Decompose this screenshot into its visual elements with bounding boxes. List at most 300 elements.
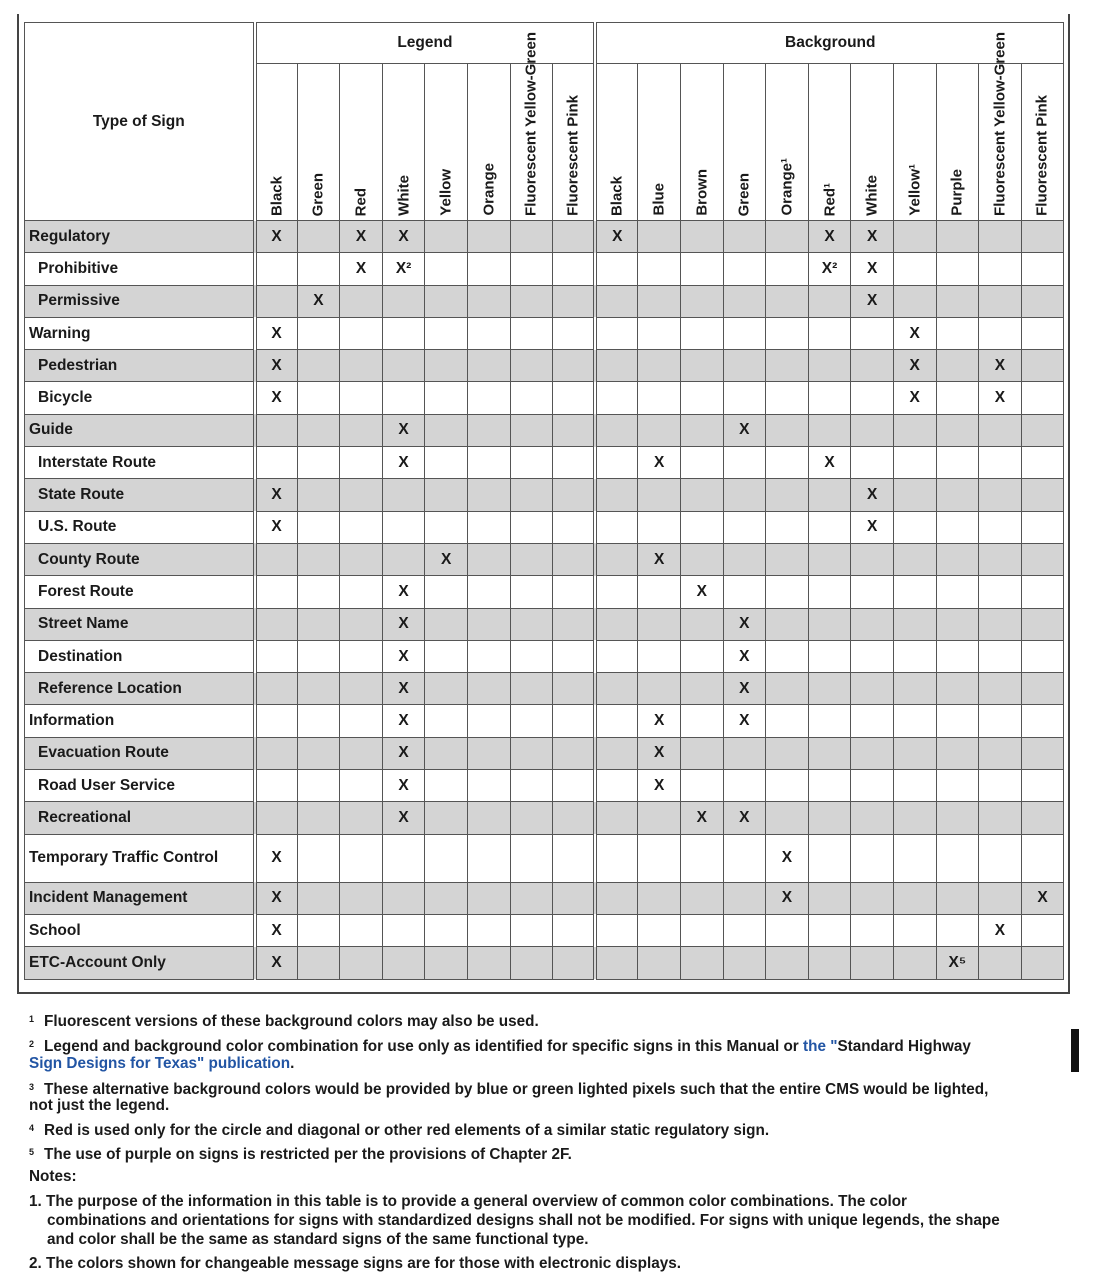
color-cell xyxy=(1021,705,1064,737)
color-cell xyxy=(510,576,553,608)
color-cell: X xyxy=(340,253,383,285)
color-cell xyxy=(766,673,809,705)
color-cell xyxy=(553,285,596,317)
color-cell xyxy=(723,317,766,349)
color-cell xyxy=(340,511,383,543)
note-1-line1: 1. The purpose of the information in this table is to provide a general overview of common color combinations. The color xyxy=(29,1193,907,1210)
color-cell xyxy=(382,543,425,575)
color-cell xyxy=(936,737,979,769)
color-cell xyxy=(467,802,510,834)
color-cell: X xyxy=(382,705,425,737)
color-cell xyxy=(510,511,553,543)
color-cell xyxy=(893,511,936,543)
color-cell xyxy=(851,576,894,608)
color-cell xyxy=(766,802,809,834)
color-cell xyxy=(936,673,979,705)
table-row xyxy=(25,705,1064,737)
color-cell xyxy=(893,947,936,979)
color-cell xyxy=(510,914,553,946)
color-cell: X xyxy=(382,608,425,640)
sign-type-cell: School xyxy=(25,914,255,946)
color-cell: X xyxy=(723,673,766,705)
color-cell xyxy=(893,608,936,640)
table-row xyxy=(25,382,1064,414)
color-cell xyxy=(766,543,809,575)
color-cell xyxy=(979,834,1022,882)
background-column-header xyxy=(808,64,851,221)
color-cell xyxy=(595,802,638,834)
color-cell xyxy=(340,317,383,349)
table-row xyxy=(25,834,1064,882)
color-cell: X xyxy=(979,350,1022,382)
color-cell xyxy=(510,834,553,882)
color-cell: X xyxy=(382,770,425,802)
color-cell xyxy=(382,285,425,317)
color-cell xyxy=(1021,576,1064,608)
color-cell xyxy=(638,834,681,882)
color-cell xyxy=(936,447,979,479)
color-cell xyxy=(936,608,979,640)
color-cell: X⁵ xyxy=(936,947,979,979)
color-cell xyxy=(297,802,340,834)
color-cell xyxy=(382,350,425,382)
color-cell xyxy=(680,447,723,479)
color-cell xyxy=(1021,770,1064,802)
color-cell xyxy=(936,382,979,414)
color-cell xyxy=(808,350,851,382)
background-column-label: Orange¹ xyxy=(778,158,796,216)
color-cell: X xyxy=(255,221,298,253)
color-cell xyxy=(595,947,638,979)
color-cell xyxy=(766,447,809,479)
sign-designs-link[interactable]: Sign Designs for Texas" publication xyxy=(29,1055,291,1072)
background-column-header xyxy=(979,32,1022,221)
color-cell: X xyxy=(382,737,425,769)
color-cell xyxy=(553,770,596,802)
color-cell xyxy=(766,479,809,511)
color-cell xyxy=(808,479,851,511)
color-cell xyxy=(255,673,298,705)
change-bar xyxy=(1071,1029,1079,1072)
color-cell xyxy=(766,382,809,414)
color-cell xyxy=(340,479,383,511)
color-cell xyxy=(979,414,1022,446)
table-row xyxy=(25,511,1064,543)
color-cell xyxy=(255,543,298,575)
color-cell xyxy=(553,640,596,672)
footnote-3: $^3$ These alternative background colors would be provided by blue or green lighted pixels such that the entire CMS would be lighted, xyxy=(29,1081,989,1098)
color-cell xyxy=(936,253,979,285)
color-cell xyxy=(467,317,510,349)
color-cell xyxy=(1021,414,1064,446)
table-row xyxy=(25,770,1064,802)
color-cell xyxy=(467,770,510,802)
color-cell xyxy=(340,802,383,834)
color-cell: X xyxy=(595,221,638,253)
color-cell xyxy=(340,947,383,979)
color-cell xyxy=(297,834,340,882)
note-1-line3: and color shall be the same as standard signs of the same functional type. xyxy=(47,1231,589,1248)
color-cell xyxy=(766,770,809,802)
color-cell xyxy=(936,770,979,802)
color-cell xyxy=(553,608,596,640)
legend-column-header xyxy=(467,64,510,221)
color-cell xyxy=(553,414,596,446)
color-cell xyxy=(723,253,766,285)
color-cell xyxy=(723,511,766,543)
color-cell xyxy=(340,640,383,672)
color-cell xyxy=(893,770,936,802)
color-cell xyxy=(382,317,425,349)
color-cell xyxy=(425,350,468,382)
color-cell xyxy=(467,253,510,285)
color-cell xyxy=(467,914,510,946)
color-cell xyxy=(425,382,468,414)
color-cell xyxy=(638,914,681,946)
color-cell xyxy=(979,608,1022,640)
color-cell xyxy=(893,576,936,608)
color-cell xyxy=(510,317,553,349)
color-cell: X xyxy=(638,447,681,479)
color-cell: X xyxy=(255,479,298,511)
color-cell xyxy=(979,882,1022,914)
color-cell xyxy=(638,511,681,543)
color-cell xyxy=(851,673,894,705)
color-cell xyxy=(510,882,553,914)
color-cell xyxy=(766,737,809,769)
table-row xyxy=(25,414,1064,446)
legend-column-header xyxy=(425,64,468,221)
legend-column-header xyxy=(340,64,383,221)
color-cell xyxy=(425,640,468,672)
sign-type-cell: Permissive xyxy=(25,285,255,317)
color-cell xyxy=(425,511,468,543)
color-cell xyxy=(680,285,723,317)
color-cell xyxy=(979,285,1022,317)
color-cell xyxy=(723,737,766,769)
color-cell xyxy=(467,608,510,640)
color-cell xyxy=(510,350,553,382)
background-column-label: Purple xyxy=(948,169,966,216)
color-cell xyxy=(595,447,638,479)
color-cell xyxy=(425,253,468,285)
color-cell xyxy=(425,447,468,479)
color-cell xyxy=(851,914,894,946)
color-cell xyxy=(553,350,596,382)
color-cell xyxy=(936,576,979,608)
color-cell xyxy=(680,770,723,802)
color-cell xyxy=(553,673,596,705)
color-cell xyxy=(510,802,553,834)
color-cell: X xyxy=(723,414,766,446)
legend-column-label: Yellow xyxy=(437,169,455,216)
color-cell xyxy=(893,882,936,914)
color-cell xyxy=(340,576,383,608)
color-cell xyxy=(510,947,553,979)
color-cell xyxy=(1021,285,1064,317)
legend-header: Legend xyxy=(255,23,596,64)
color-cell xyxy=(766,640,809,672)
color-cell xyxy=(979,770,1022,802)
color-cell xyxy=(979,479,1022,511)
color-cell: X xyxy=(425,543,468,575)
sign-type-cell: Destination xyxy=(25,640,255,672)
background-column-header xyxy=(766,64,809,221)
sign-type-cell: Regulatory xyxy=(25,221,255,253)
color-cell: X xyxy=(255,350,298,382)
color-cell: X xyxy=(723,608,766,640)
color-cell xyxy=(979,737,1022,769)
color-cell xyxy=(382,382,425,414)
color-cell xyxy=(340,608,383,640)
color-cell xyxy=(297,705,340,737)
color-cell xyxy=(766,221,809,253)
color-cell xyxy=(297,914,340,946)
color-cell xyxy=(723,882,766,914)
color-cell xyxy=(425,673,468,705)
color-cell xyxy=(766,350,809,382)
color-cell xyxy=(425,914,468,946)
color-cell xyxy=(297,317,340,349)
color-cell: X xyxy=(255,511,298,543)
color-cell xyxy=(638,802,681,834)
color-cell xyxy=(723,770,766,802)
color-cell xyxy=(595,640,638,672)
table-row xyxy=(25,285,1064,317)
color-cell xyxy=(553,737,596,769)
color-cell: X xyxy=(638,705,681,737)
color-cell xyxy=(766,705,809,737)
color-cell xyxy=(595,770,638,802)
sign-type-cell: ETC-Account Only xyxy=(25,947,255,979)
color-cell xyxy=(425,317,468,349)
color-cell xyxy=(851,802,894,834)
color-cell xyxy=(638,947,681,979)
color-cell xyxy=(638,882,681,914)
color-cell xyxy=(340,737,383,769)
color-cell xyxy=(1021,253,1064,285)
color-cell: X xyxy=(808,447,851,479)
table-row xyxy=(25,576,1064,608)
color-cell xyxy=(510,285,553,317)
color-cell xyxy=(1021,382,1064,414)
color-cell: X xyxy=(255,834,298,882)
color-cell xyxy=(893,479,936,511)
color-cell xyxy=(595,543,638,575)
color-cell xyxy=(467,737,510,769)
color-cell xyxy=(297,543,340,575)
color-cell xyxy=(808,705,851,737)
color-cell xyxy=(467,285,510,317)
legend-column-header xyxy=(255,64,298,221)
color-cell xyxy=(893,640,936,672)
table-row xyxy=(25,221,1064,253)
color-cell xyxy=(297,770,340,802)
color-cell xyxy=(766,576,809,608)
color-cell: X xyxy=(766,834,809,882)
color-cell xyxy=(595,511,638,543)
color-cell xyxy=(808,511,851,543)
legend-column-label: Orange xyxy=(480,163,498,216)
color-cell xyxy=(638,414,681,446)
color-cell xyxy=(255,802,298,834)
background-header: Background xyxy=(595,23,1064,64)
color-cell xyxy=(680,253,723,285)
type-of-sign-header: Type of Sign xyxy=(25,23,255,221)
color-cell xyxy=(297,673,340,705)
color-cell xyxy=(808,640,851,672)
color-cell xyxy=(893,705,936,737)
footnote-2-cont: Sign Designs for Texas" publication. xyxy=(29,1055,295,1072)
color-cell xyxy=(680,737,723,769)
color-cell xyxy=(851,834,894,882)
color-cell xyxy=(893,802,936,834)
color-cell xyxy=(808,882,851,914)
table-row xyxy=(25,882,1064,914)
color-cell xyxy=(340,447,383,479)
color-cell xyxy=(851,447,894,479)
color-cell xyxy=(467,382,510,414)
background-column-label: Blue xyxy=(650,183,668,216)
color-cell xyxy=(425,947,468,979)
color-cell xyxy=(553,511,596,543)
table-row xyxy=(25,317,1064,349)
background-column-label: Green xyxy=(735,172,753,216)
color-cell: X xyxy=(382,414,425,446)
color-cell xyxy=(808,382,851,414)
color-cell xyxy=(467,511,510,543)
table-row xyxy=(25,253,1064,285)
color-cell: X xyxy=(723,705,766,737)
color-cell xyxy=(851,705,894,737)
color-cell xyxy=(723,382,766,414)
color-cell xyxy=(255,608,298,640)
color-cell xyxy=(425,608,468,640)
color-cell xyxy=(936,640,979,672)
color-cell xyxy=(510,382,553,414)
color-cell xyxy=(595,350,638,382)
table-row xyxy=(25,914,1064,946)
color-cell xyxy=(510,705,553,737)
color-cell xyxy=(680,673,723,705)
color-cell xyxy=(382,914,425,946)
color-cell xyxy=(851,737,894,769)
color-cell xyxy=(297,447,340,479)
color-cell xyxy=(553,947,596,979)
sign-type-cell: Bicycle xyxy=(25,382,255,414)
color-cell xyxy=(808,914,851,946)
color-cell xyxy=(595,253,638,285)
color-cell xyxy=(936,511,979,543)
color-cell xyxy=(467,576,510,608)
sign-type-cell: Interstate Route xyxy=(25,447,255,479)
legend-column-label: Fluorescent Yellow-Green xyxy=(522,32,540,216)
color-cell xyxy=(638,640,681,672)
color-cell xyxy=(893,737,936,769)
color-cell xyxy=(979,802,1022,834)
color-cell: X xyxy=(382,640,425,672)
color-cell xyxy=(382,511,425,543)
color-cell xyxy=(1021,221,1064,253)
color-cell xyxy=(979,543,1022,575)
color-cell xyxy=(595,673,638,705)
sign-type-cell: Prohibitive xyxy=(25,253,255,285)
background-column-header xyxy=(851,64,894,221)
color-cell: X xyxy=(979,382,1022,414)
color-cell xyxy=(467,705,510,737)
color-cell xyxy=(467,543,510,575)
color-cell xyxy=(851,640,894,672)
color-cell: X xyxy=(851,285,894,317)
sign-type-cell: Reference Location xyxy=(25,673,255,705)
color-cell xyxy=(297,221,340,253)
color-cell xyxy=(553,382,596,414)
color-cell xyxy=(638,317,681,349)
sign-type-cell: Forest Route xyxy=(25,576,255,608)
color-cell xyxy=(893,673,936,705)
sign-type-cell: Warning xyxy=(25,317,255,349)
color-cell xyxy=(936,350,979,382)
background-column-header xyxy=(595,64,638,221)
standard-highway-link-start[interactable]: the " xyxy=(803,1038,838,1055)
color-cell xyxy=(553,576,596,608)
background-column-label: White xyxy=(863,175,881,216)
background-column-label: Fluorescent Pink xyxy=(1033,95,1051,216)
sign-type-cell: U.S. Route xyxy=(25,511,255,543)
color-cell xyxy=(340,882,383,914)
color-cell: X xyxy=(382,673,425,705)
color-cell xyxy=(340,414,383,446)
color-cell xyxy=(1021,511,1064,543)
color-cell xyxy=(595,414,638,446)
background-column-header xyxy=(723,64,766,221)
color-cell xyxy=(936,882,979,914)
color-cell xyxy=(467,834,510,882)
color-cell xyxy=(1021,543,1064,575)
color-cell xyxy=(297,479,340,511)
color-cell xyxy=(425,802,468,834)
color-cell xyxy=(255,640,298,672)
color-cell xyxy=(808,285,851,317)
color-cell xyxy=(510,253,553,285)
color-cell xyxy=(851,947,894,979)
color-cell xyxy=(553,447,596,479)
color-cell xyxy=(553,221,596,253)
color-cell xyxy=(510,543,553,575)
color-cell xyxy=(595,834,638,882)
color-cell xyxy=(255,414,298,446)
color-cell xyxy=(808,834,851,882)
color-cell xyxy=(680,705,723,737)
color-cell xyxy=(936,705,979,737)
color-cell xyxy=(297,737,340,769)
color-cell: X xyxy=(255,914,298,946)
color-cell xyxy=(893,447,936,479)
color-cell xyxy=(255,253,298,285)
color-cell xyxy=(595,479,638,511)
color-cell xyxy=(255,285,298,317)
color-cell: X xyxy=(255,947,298,979)
legend-column-label: Black xyxy=(268,175,286,216)
color-cell xyxy=(723,834,766,882)
color-cell: X xyxy=(851,221,894,253)
color-cell xyxy=(297,947,340,979)
color-cell xyxy=(638,221,681,253)
color-cell xyxy=(936,479,979,511)
color-cell xyxy=(510,640,553,672)
color-cell xyxy=(425,705,468,737)
color-cell xyxy=(553,317,596,349)
